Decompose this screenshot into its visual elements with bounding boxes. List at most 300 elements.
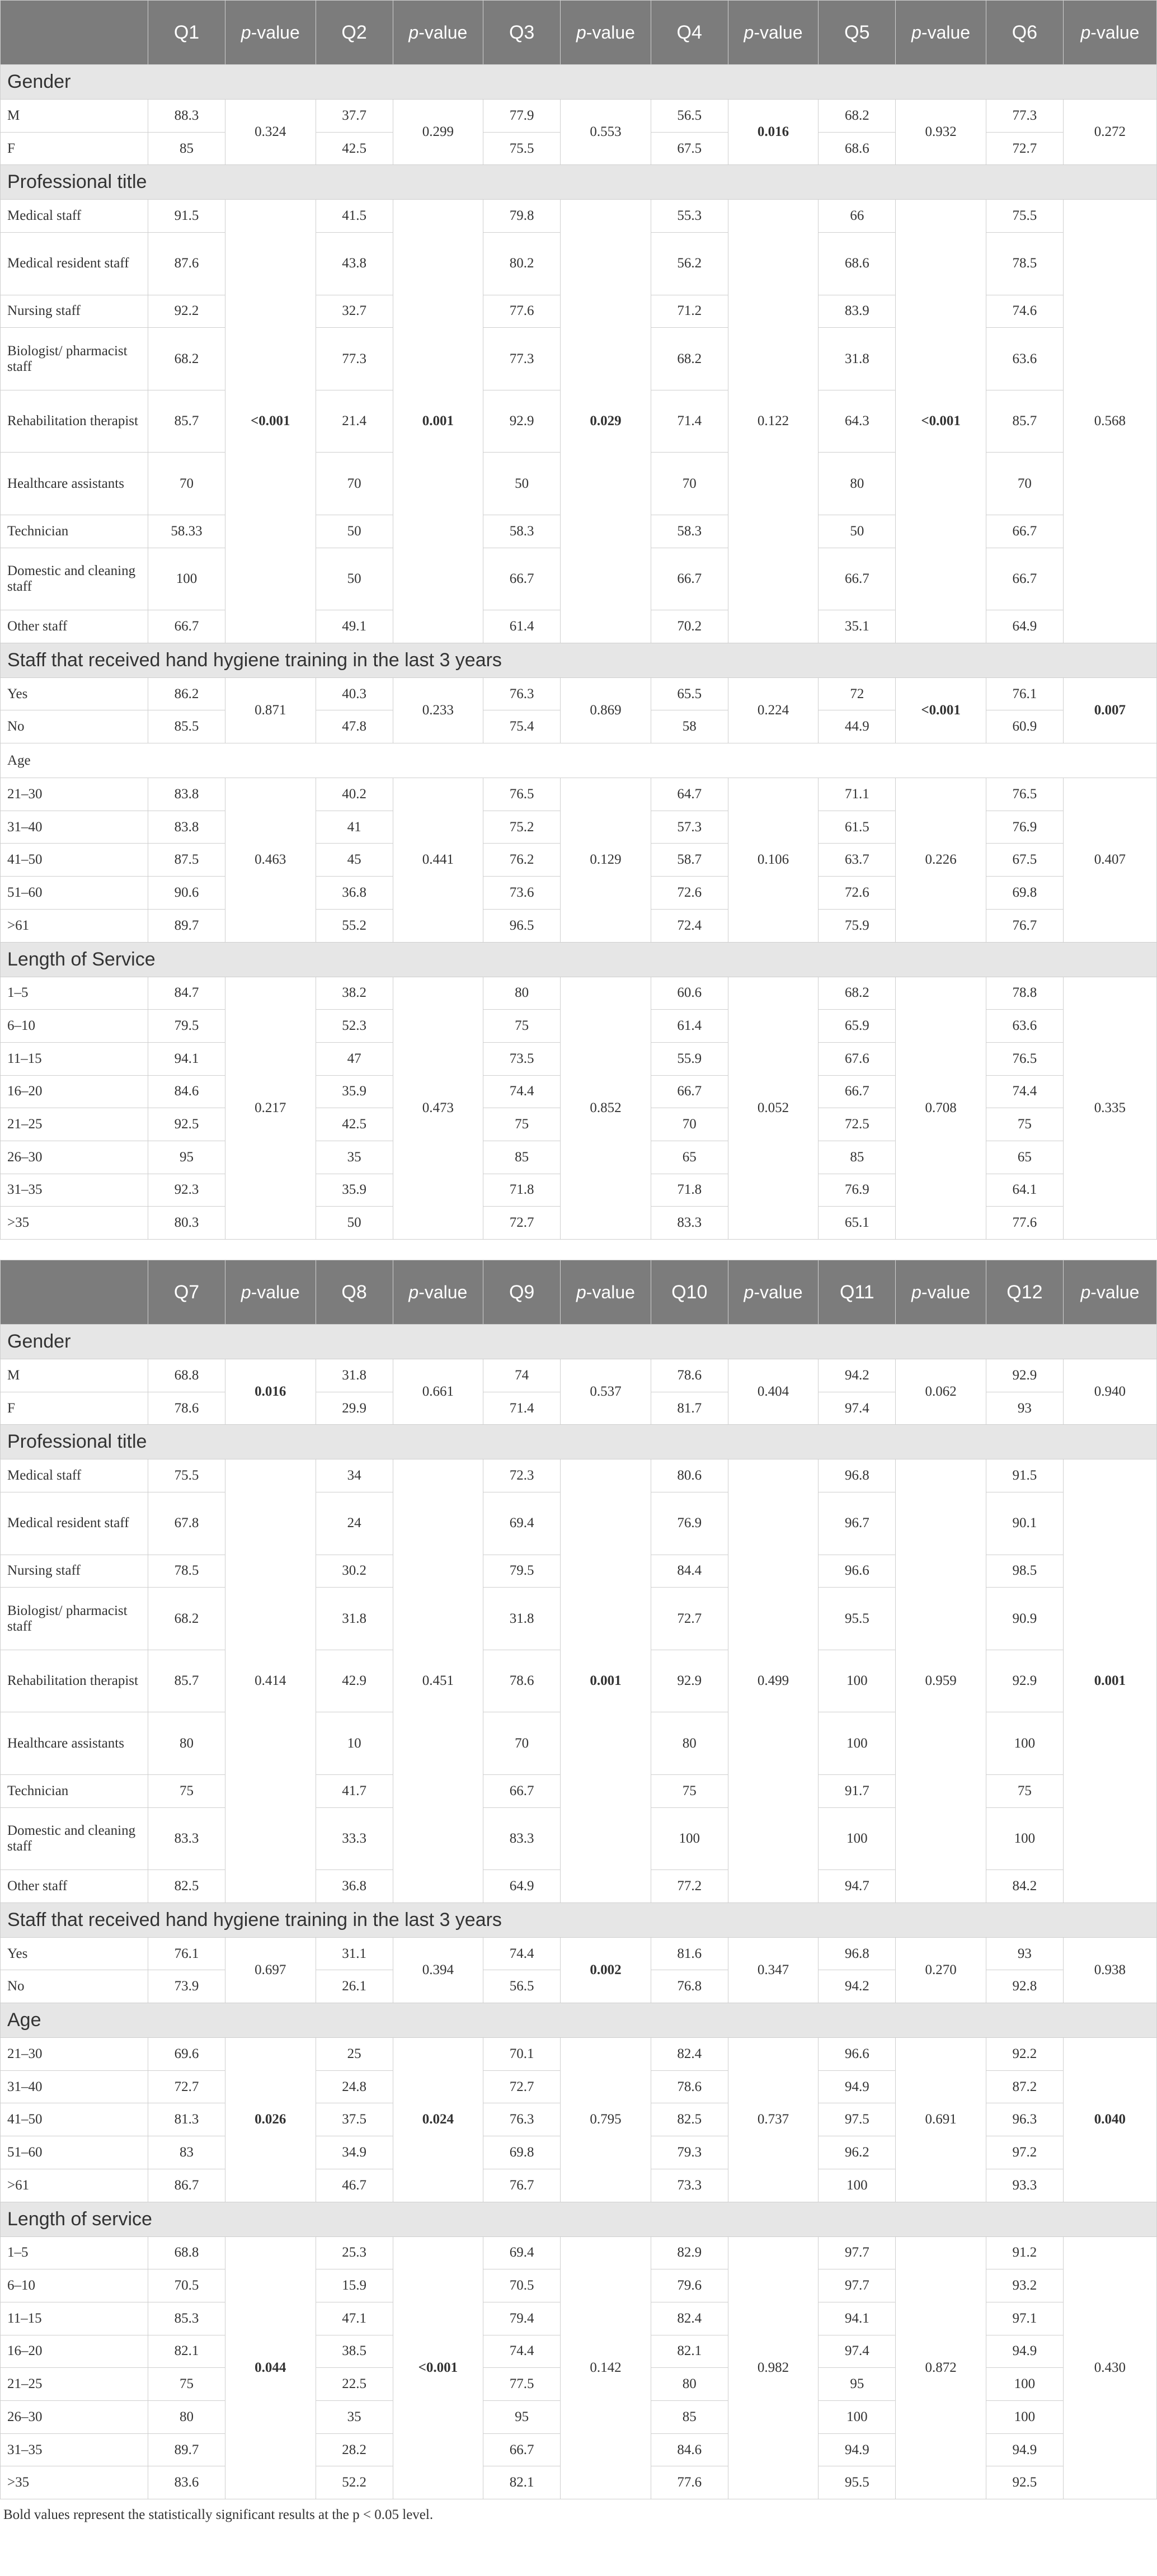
- value-cell: 94.2: [819, 1359, 896, 1392]
- value-cell: 82.4: [651, 2038, 728, 2071]
- p-value-cell: 0.404: [728, 1359, 819, 1425]
- value-cell: 94.9: [819, 2433, 896, 2466]
- value-cell: 37.5: [316, 2103, 393, 2136]
- value-cell: 82.1: [483, 2466, 561, 2499]
- value-cell: 73.6: [483, 877, 561, 910]
- value-cell: 92.5: [148, 1108, 225, 1141]
- header-question: Q7: [148, 1260, 225, 1325]
- p-value-cell: 0.940: [1063, 1359, 1156, 1425]
- value-cell: 100: [651, 1807, 728, 1870]
- value-cell: 66.7: [986, 515, 1063, 548]
- value-cell: 95.5: [819, 2466, 896, 2499]
- section-header-row: [1, 65, 1157, 100]
- header-blank: [1, 1260, 148, 1325]
- header-question: Q3: [483, 1, 561, 65]
- value-cell: 92.8: [986, 1970, 1063, 2003]
- row-label: Biologist/ pharmacist staff: [1, 1588, 148, 1650]
- row-label: 41–50: [1, 844, 148, 877]
- value-cell: 83.3: [148, 1807, 225, 1870]
- value-cell: 80.3: [148, 1207, 225, 1240]
- row-label: Medical resident staff: [1, 233, 148, 295]
- value-cell: 69.8: [483, 2136, 561, 2169]
- value-cell: 63.7: [819, 844, 896, 877]
- value-cell: 85.7: [986, 390, 1063, 453]
- value-cell: 98.5: [986, 1555, 1063, 1588]
- value-cell: 77.2: [651, 1870, 728, 1903]
- value-cell: 73.5: [483, 1042, 561, 1075]
- value-cell: 81.3: [148, 2103, 225, 2136]
- row-label: M: [1, 100, 148, 133]
- value-cell: 100: [148, 548, 225, 610]
- row-label: 16–20: [1, 2335, 148, 2368]
- value-cell: 35: [316, 2400, 393, 2433]
- row-label: 31–35: [1, 2433, 148, 2466]
- value-cell: 93: [986, 1392, 1063, 1425]
- p-value-cell: 0.871: [225, 677, 316, 743]
- value-cell: 95: [148, 1141, 225, 1174]
- value-cell: 72.5: [819, 1108, 896, 1141]
- header-question: Q5: [819, 1, 896, 65]
- value-cell: 64.1: [986, 1174, 1063, 1207]
- value-cell: 50: [483, 453, 561, 515]
- p-value-cell: 0.270: [896, 1937, 986, 2003]
- value-cell: 41.5: [316, 200, 393, 233]
- value-cell: 94.9: [819, 2070, 896, 2103]
- value-cell: 82.1: [651, 2335, 728, 2368]
- row-label: Other staff: [1, 1870, 148, 1903]
- p-value-cell: 0.324: [225, 100, 316, 165]
- value-cell: 97.7: [819, 2236, 896, 2269]
- value-cell: 96.6: [819, 1555, 896, 1588]
- value-cell: 83.3: [483, 1807, 561, 1870]
- p-value-cell: <0.001: [225, 200, 316, 643]
- value-cell: 86.2: [148, 677, 225, 710]
- value-cell: 100: [819, 1712, 896, 1775]
- header-p-value: p-value: [728, 1260, 819, 1325]
- section-title: Staff that received hand hygiene training in the last 3 years: [1, 643, 1157, 677]
- value-cell: 55.9: [651, 1042, 728, 1075]
- value-cell: 77.6: [986, 1207, 1063, 1240]
- value-cell: 94.1: [148, 1042, 225, 1075]
- section-header-row: [1, 1425, 1157, 1459]
- row-label: No: [1, 710, 148, 743]
- value-cell: 92.9: [986, 1650, 1063, 1712]
- value-cell: 52.2: [316, 2466, 393, 2499]
- value-cell: 31.1: [316, 1937, 393, 1970]
- section-header-row: [1, 2003, 1157, 2038]
- value-cell: 92.5: [986, 2466, 1063, 2499]
- value-cell: 64.9: [483, 1870, 561, 1903]
- p-value-cell: 0.026: [225, 2038, 316, 2202]
- value-cell: 90.9: [986, 1588, 1063, 1650]
- table-gap: [0, 1240, 1157, 1260]
- header-question: Q12: [986, 1260, 1063, 1325]
- row-label: >61: [1, 909, 148, 942]
- value-cell: 100: [819, 2169, 896, 2202]
- value-cell: 72.7: [986, 132, 1063, 165]
- value-cell: 76.8: [651, 1970, 728, 2003]
- value-cell: 76.3: [483, 2103, 561, 2136]
- value-cell: 31.8: [316, 1588, 393, 1650]
- p-value-cell: 0.697: [225, 1937, 316, 2003]
- value-cell: 74: [483, 1359, 561, 1392]
- value-cell: 75: [148, 2368, 225, 2401]
- value-cell: 63.6: [986, 1010, 1063, 1043]
- value-cell: 74.4: [483, 1937, 561, 1970]
- header-p-value: p-value: [393, 1, 483, 65]
- header-p-value: p-value: [225, 1260, 316, 1325]
- row-label: 41–50: [1, 2103, 148, 2136]
- section-title: Age: [1, 2003, 1157, 2038]
- row-label: Rehabilitation therapist: [1, 390, 148, 453]
- header-p-value: p-value: [896, 1, 986, 65]
- value-cell: 44.9: [819, 710, 896, 743]
- value-cell: 66.7: [819, 548, 896, 610]
- value-cell: 79.3: [651, 2136, 728, 2169]
- p-value-cell: 0.347: [728, 1937, 819, 2003]
- value-cell: 84.2: [986, 1870, 1063, 1903]
- value-cell: 66.7: [483, 1774, 561, 1807]
- value-cell: 77.6: [651, 2466, 728, 2499]
- value-cell: 15.9: [316, 2269, 393, 2302]
- p-value-cell: 0.982: [728, 2236, 819, 2499]
- value-cell: 78.5: [986, 233, 1063, 295]
- value-cell: 58: [651, 710, 728, 743]
- p-value-cell: 0.044: [225, 2236, 316, 2499]
- p-value-cell: 0.016: [225, 1359, 316, 1425]
- value-cell: 87.6: [148, 233, 225, 295]
- value-cell: 38.5: [316, 2335, 393, 2368]
- p-value-cell: 0.708: [896, 977, 986, 1240]
- p-value-cell: 0.737: [728, 2038, 819, 2202]
- p-value-cell: 0.932: [896, 100, 986, 165]
- value-cell: 70: [986, 453, 1063, 515]
- value-cell: 65: [986, 1141, 1063, 1174]
- header-p-value: p-value: [728, 1, 819, 65]
- p-value-cell: 0.795: [561, 2038, 651, 2202]
- value-cell: 68.8: [148, 1359, 225, 1392]
- table-row: [1, 977, 1157, 1010]
- p-value-cell: 0.407: [1063, 778, 1156, 942]
- section-title: Professional title: [1, 165, 1157, 200]
- row-label: 31–40: [1, 2070, 148, 2103]
- value-cell: 84.7: [148, 977, 225, 1010]
- value-cell: 100: [986, 1807, 1063, 1870]
- table-row: [1, 1359, 1157, 1392]
- p-value-cell: 0.499: [728, 1459, 819, 1902]
- value-cell: 35.1: [819, 610, 896, 643]
- value-cell: 50: [316, 515, 393, 548]
- value-cell: 79.8: [483, 200, 561, 233]
- value-cell: 35.9: [316, 1075, 393, 1108]
- value-cell: 56.5: [483, 1970, 561, 2003]
- value-cell: 96.5: [483, 909, 561, 942]
- value-cell: 67.5: [651, 132, 728, 165]
- header-p-value: p-value: [561, 1, 651, 65]
- value-cell: 97.1: [986, 2302, 1063, 2335]
- value-cell: 41.7: [316, 1774, 393, 1807]
- value-cell: 68.2: [819, 977, 896, 1010]
- value-cell: 76.1: [986, 677, 1063, 710]
- row-label: 6–10: [1, 1010, 148, 1043]
- value-cell: 77.3: [483, 328, 561, 390]
- value-cell: 40.3: [316, 677, 393, 710]
- p-value-cell: 0.473: [393, 977, 483, 1240]
- value-cell: 91.5: [986, 1459, 1063, 1492]
- p-value-cell: 0.414: [225, 1459, 316, 1902]
- value-cell: 97.4: [819, 2335, 896, 2368]
- value-cell: 95: [819, 2368, 896, 2401]
- value-cell: 100: [986, 1712, 1063, 1775]
- value-cell: 83: [148, 2136, 225, 2169]
- value-cell: 76.9: [651, 1492, 728, 1555]
- value-cell: 65.9: [819, 1010, 896, 1043]
- section-header-row: [1, 1902, 1157, 1937]
- value-cell: 84.6: [651, 2433, 728, 2466]
- value-cell: 85.7: [148, 390, 225, 453]
- value-cell: 70: [651, 1108, 728, 1141]
- value-cell: 97.2: [986, 2136, 1063, 2169]
- value-cell: 66: [819, 200, 896, 233]
- value-cell: 75: [651, 1774, 728, 1807]
- p-value-cell: 0.451: [393, 1459, 483, 1902]
- value-cell: 73.3: [651, 2169, 728, 2202]
- value-cell: 94.2: [819, 1970, 896, 2003]
- value-cell: 85: [483, 1141, 561, 1174]
- row-label: 21–25: [1, 2368, 148, 2401]
- value-cell: 96.8: [819, 1459, 896, 1492]
- p-value-cell: 0.537: [561, 1359, 651, 1425]
- value-cell: 61.5: [819, 811, 896, 844]
- p-value-cell: 0.335: [1063, 977, 1156, 1240]
- p-value-cell: 0.430: [1063, 2236, 1156, 2499]
- value-cell: 75.2: [483, 811, 561, 844]
- value-cell: 82.5: [148, 1870, 225, 1903]
- section-title: Length of Service: [1, 942, 1157, 977]
- value-cell: 78.6: [651, 2070, 728, 2103]
- value-cell: 82.9: [651, 2236, 728, 2269]
- value-cell: 64.7: [651, 778, 728, 811]
- value-cell: 92.9: [483, 390, 561, 453]
- value-cell: 30.2: [316, 1555, 393, 1588]
- header-question: Q11: [819, 1260, 896, 1325]
- value-cell: 58.7: [651, 844, 728, 877]
- p-value-cell: 0.691: [896, 2038, 986, 2202]
- value-cell: 72.4: [651, 909, 728, 942]
- value-cell: 74.4: [483, 1075, 561, 1108]
- value-cell: 55.2: [316, 909, 393, 942]
- header-p-value: p-value: [393, 1260, 483, 1325]
- p-value-cell: 0.016: [728, 100, 819, 165]
- value-cell: 60.6: [651, 977, 728, 1010]
- p-value-cell: 0.852: [561, 977, 651, 1240]
- p-value-cell: 0.142: [561, 2236, 651, 2499]
- p-value-cell: 0.233: [393, 677, 483, 743]
- table-row: [1, 677, 1157, 710]
- value-cell: 95.5: [819, 1588, 896, 1650]
- value-cell: 79.5: [148, 1010, 225, 1043]
- table-row: [1, 778, 1157, 811]
- value-cell: 80: [483, 977, 561, 1010]
- value-cell: 36.8: [316, 877, 393, 910]
- header-p-value: p-value: [1063, 1260, 1156, 1325]
- value-cell: 70.1: [483, 2038, 561, 2071]
- value-cell: 72: [819, 677, 896, 710]
- value-cell: 28.2: [316, 2433, 393, 2466]
- value-cell: 61.4: [651, 1010, 728, 1043]
- value-cell: 97.7: [819, 2269, 896, 2302]
- row-label: 1–5: [1, 2236, 148, 2269]
- value-cell: 70: [651, 453, 728, 515]
- row-label: 11–15: [1, 2302, 148, 2335]
- value-cell: 79.4: [483, 2302, 561, 2335]
- value-cell: 57.3: [651, 811, 728, 844]
- header-blank: [1, 1, 148, 65]
- value-cell: 93: [986, 1937, 1063, 1970]
- value-cell: 81.7: [651, 1392, 728, 1425]
- value-cell: 47.8: [316, 710, 393, 743]
- value-cell: 64.9: [986, 610, 1063, 643]
- value-cell: 68.2: [819, 100, 896, 133]
- header-p-value: p-value: [896, 1260, 986, 1325]
- value-cell: 92.9: [986, 1359, 1063, 1392]
- p-value-cell: 0.568: [1063, 200, 1156, 643]
- row-label: Medical staff: [1, 200, 148, 233]
- section-title: Gender: [1, 65, 1157, 100]
- header-p-value: p-value: [225, 1, 316, 65]
- header-question: Q8: [316, 1260, 393, 1325]
- row-label: M: [1, 1359, 148, 1392]
- p-value-cell: <0.001: [393, 2236, 483, 2499]
- value-cell: 58.33: [148, 515, 225, 548]
- value-cell: 68.6: [819, 233, 896, 295]
- header-question: Q6: [986, 1, 1063, 65]
- value-cell: 29.9: [316, 1392, 393, 1425]
- row-label: Biologist/ pharmacist staff: [1, 328, 148, 390]
- value-cell: 77.3: [316, 328, 393, 390]
- row-label: 31–40: [1, 811, 148, 844]
- p-value-cell: 0.299: [393, 100, 483, 165]
- value-cell: 10: [316, 1712, 393, 1775]
- row-label: Yes: [1, 1937, 148, 1970]
- table-row: [1, 100, 1157, 133]
- value-cell: 37.7: [316, 100, 393, 133]
- value-cell: 85: [651, 2400, 728, 2433]
- value-cell: 93.2: [986, 2269, 1063, 2302]
- value-cell: 95: [483, 2400, 561, 2433]
- value-cell: 42.5: [316, 1108, 393, 1141]
- value-cell: 82.4: [651, 2302, 728, 2335]
- value-cell: 22.5: [316, 2368, 393, 2401]
- value-cell: 34.9: [316, 2136, 393, 2169]
- value-cell: 80: [819, 453, 896, 515]
- section-header-row: [1, 942, 1157, 977]
- value-cell: 96.7: [819, 1492, 896, 1555]
- value-cell: 75.4: [483, 710, 561, 743]
- value-cell: 56.2: [651, 233, 728, 295]
- value-cell: 35.9: [316, 1174, 393, 1207]
- p-value-cell: 0.106: [728, 778, 819, 942]
- value-cell: 92.2: [986, 2038, 1063, 2071]
- section-title: Age: [1, 743, 1157, 778]
- p-value-cell: 0.394: [393, 1937, 483, 2003]
- header-p-value: p-value: [561, 1260, 651, 1325]
- value-cell: 97.5: [819, 2103, 896, 2136]
- p-value-cell: 0.959: [896, 1459, 986, 1902]
- value-cell: 66.7: [651, 548, 728, 610]
- value-cell: 85: [148, 132, 225, 165]
- value-cell: 69.6: [148, 2038, 225, 2071]
- value-cell: 31.8: [483, 1588, 561, 1650]
- p-value-cell: 0.272: [1063, 100, 1156, 165]
- value-cell: 21.4: [316, 390, 393, 453]
- value-cell: 92.3: [148, 1174, 225, 1207]
- row-label: F: [1, 1392, 148, 1425]
- value-cell: 67.8: [148, 1492, 225, 1555]
- value-cell: 38.2: [316, 977, 393, 1010]
- value-cell: 66.7: [483, 2433, 561, 2466]
- value-cell: 78.6: [651, 1359, 728, 1392]
- row-label: Other staff: [1, 610, 148, 643]
- row-label: 21–30: [1, 778, 148, 811]
- row-label: 51–60: [1, 2136, 148, 2169]
- value-cell: 25: [316, 2038, 393, 2071]
- value-cell: 72.7: [651, 1588, 728, 1650]
- value-cell: 87.2: [986, 2070, 1063, 2103]
- value-cell: 66.7: [819, 1075, 896, 1108]
- value-cell: 100: [819, 1650, 896, 1712]
- header-question: Q4: [651, 1, 728, 65]
- results-table-q1-q6: [0, 0, 1157, 1240]
- section-header-row: [1, 743, 1157, 778]
- header-question: Q2: [316, 1, 393, 65]
- row-label: No: [1, 1970, 148, 2003]
- row-label: Yes: [1, 677, 148, 710]
- p-value-cell: 0.869: [561, 677, 651, 743]
- row-label: 6–10: [1, 2269, 148, 2302]
- value-cell: 26.1: [316, 1970, 393, 2003]
- value-cell: 70.5: [483, 2269, 561, 2302]
- value-cell: 75: [986, 1108, 1063, 1141]
- p-value-cell: 0.938: [1063, 1937, 1156, 2003]
- section-header-row: [1, 165, 1157, 200]
- value-cell: 97.4: [819, 1392, 896, 1425]
- value-cell: 76.7: [483, 2169, 561, 2202]
- row-label: 26–30: [1, 1141, 148, 1174]
- row-label: Medical resident staff: [1, 1492, 148, 1555]
- value-cell: 80.6: [651, 1459, 728, 1492]
- value-cell: 96.8: [819, 1937, 896, 1970]
- value-cell: 50: [819, 515, 896, 548]
- row-label: Healthcare assistants: [1, 1712, 148, 1775]
- section-header-row: [1, 2202, 1157, 2236]
- value-cell: 70: [483, 1712, 561, 1775]
- value-cell: 42.9: [316, 1650, 393, 1712]
- value-cell: 65.5: [651, 677, 728, 710]
- value-cell: 75: [148, 1774, 225, 1807]
- value-cell: 85.5: [148, 710, 225, 743]
- p-value-cell: 0.024: [393, 2038, 483, 2202]
- value-cell: 76.3: [483, 677, 561, 710]
- p-value-cell: <0.001: [896, 200, 986, 643]
- value-cell: 84.6: [148, 1075, 225, 1108]
- row-label: Domestic and cleaning staff: [1, 1807, 148, 1870]
- value-cell: 75.5: [986, 200, 1063, 233]
- row-label: Healthcare assistants: [1, 453, 148, 515]
- value-cell: 88.3: [148, 100, 225, 133]
- value-cell: 66.7: [483, 548, 561, 610]
- row-label: Domestic and cleaning staff: [1, 548, 148, 610]
